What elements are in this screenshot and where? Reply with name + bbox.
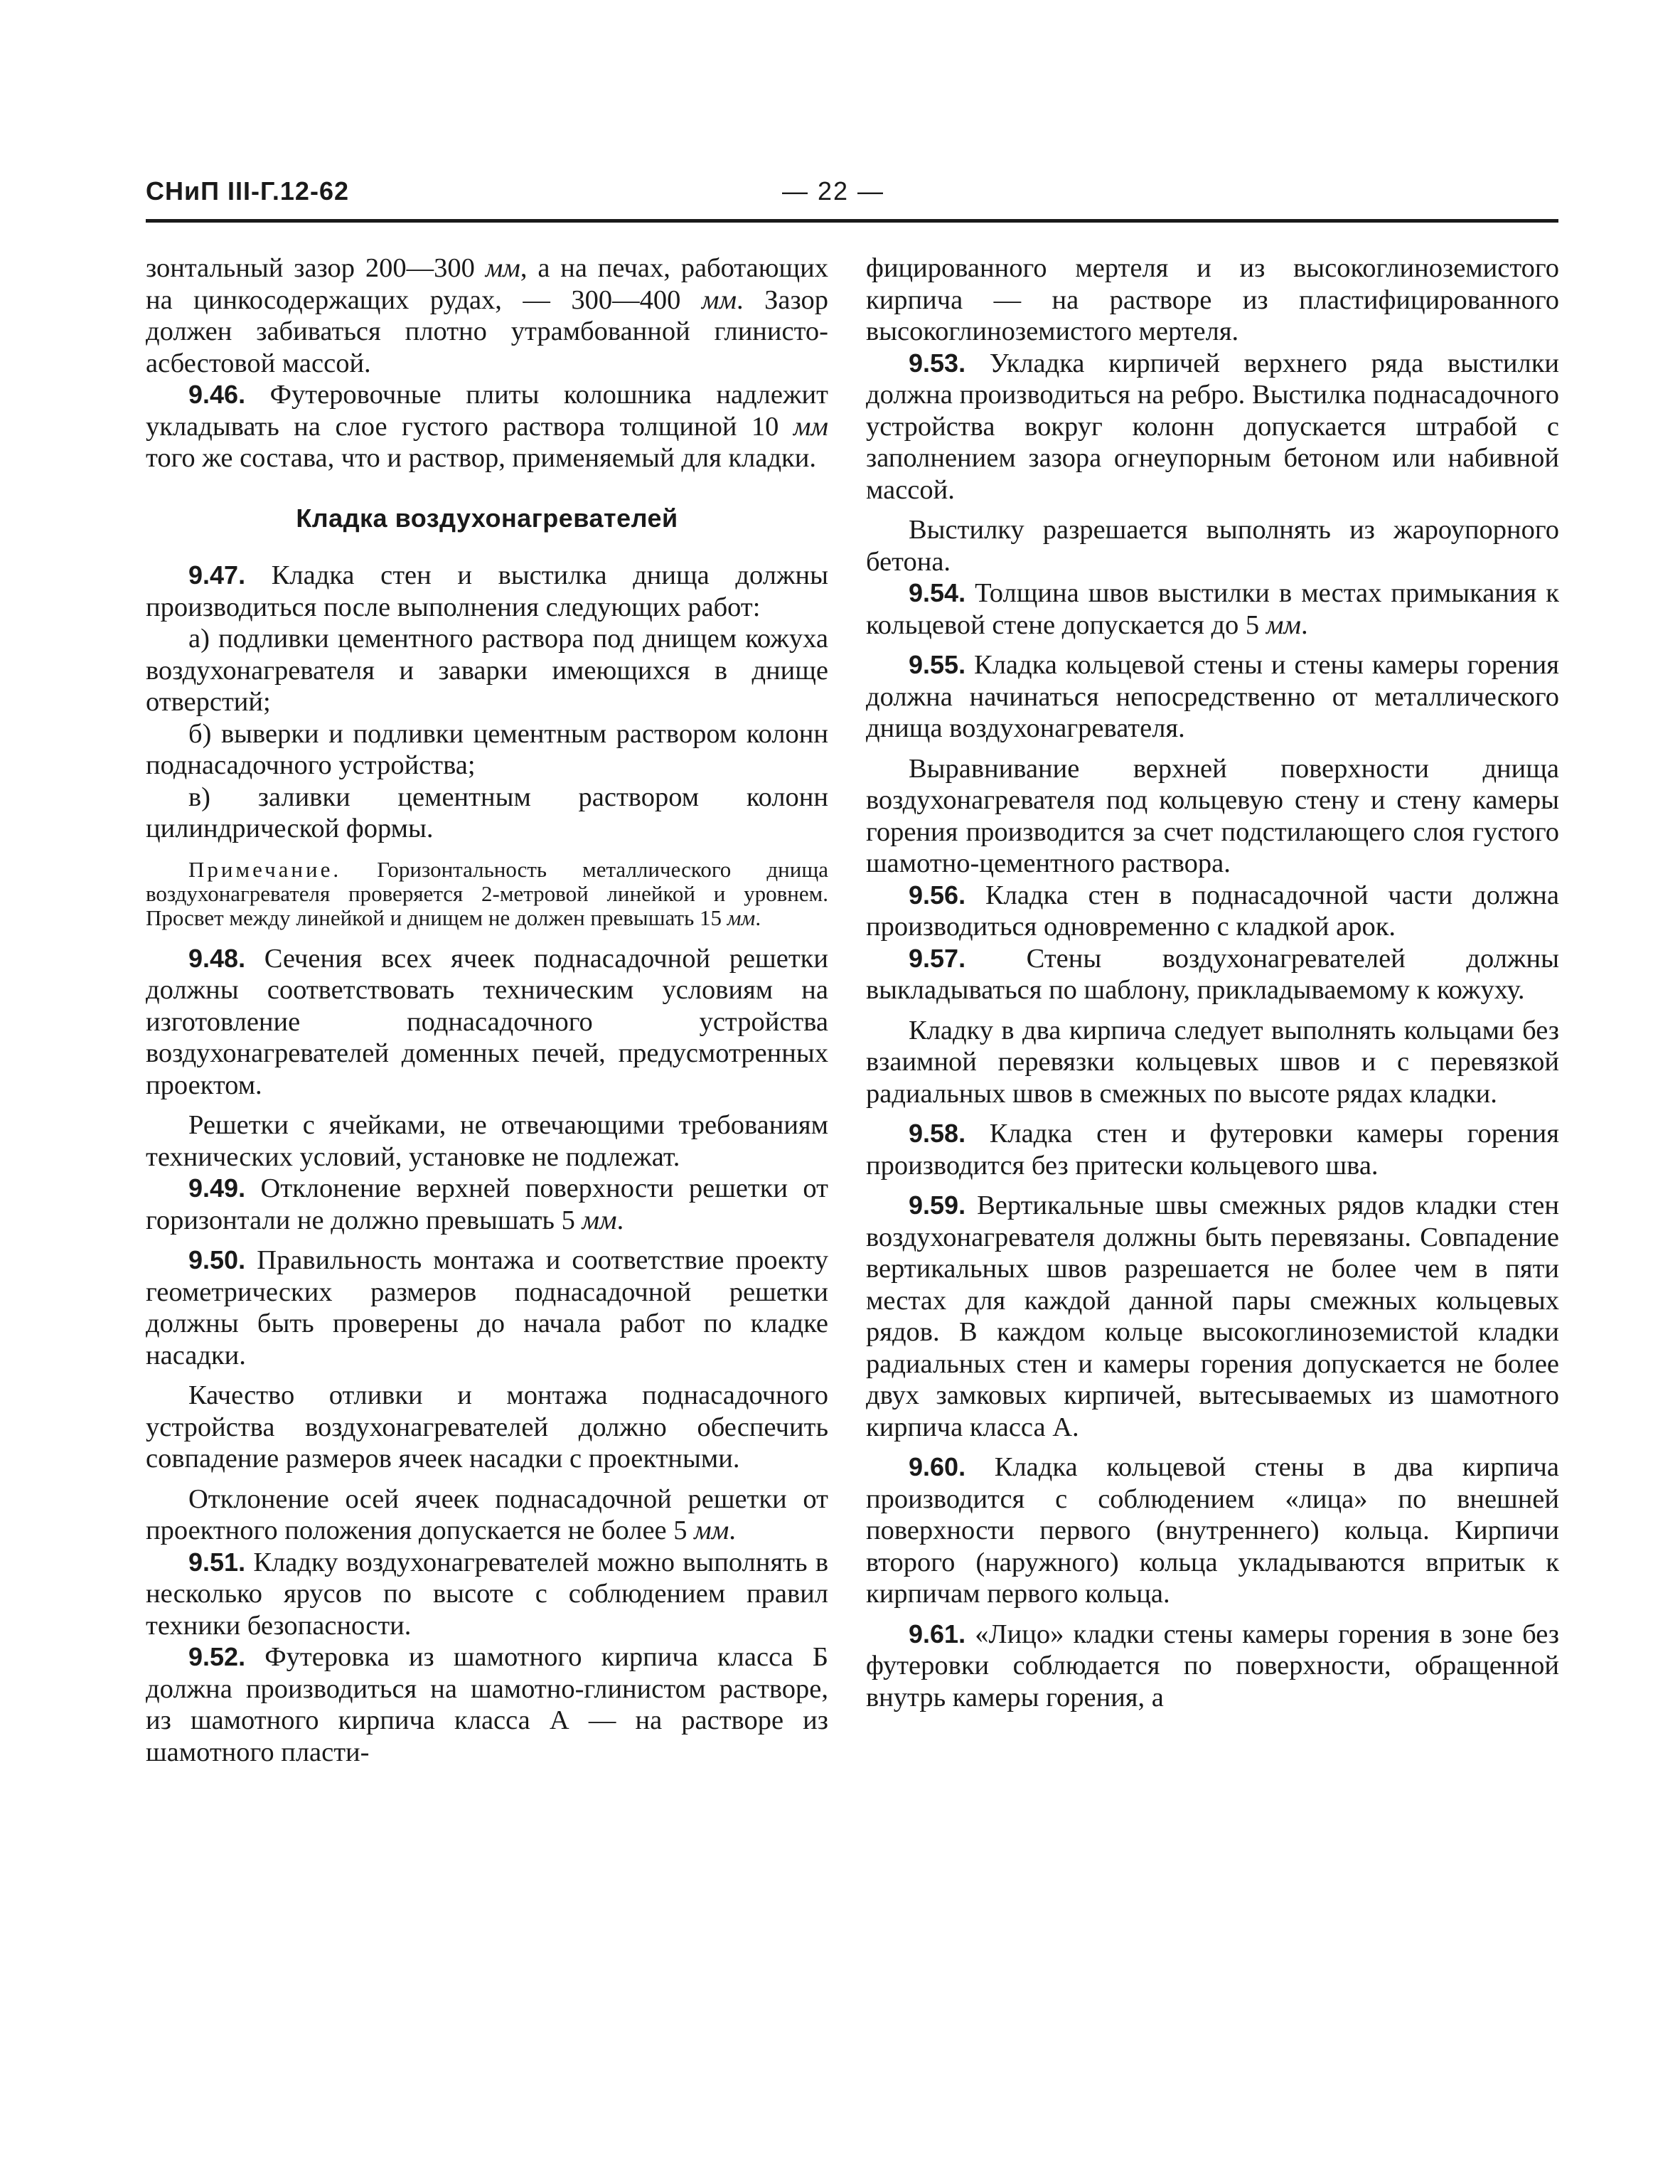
clause-number: 9.59. bbox=[909, 1190, 966, 1220]
paragraph-9-51: 9.51. Кладку воздухонагревателей можно выполнять в несколько ярусов по высоте с соблюдением правил техники безопасности. bbox=[146, 1547, 828, 1641]
clause-number: 9.55. bbox=[909, 650, 966, 679]
section-heading: Кладка воздухонагревателей bbox=[296, 503, 678, 533]
clause-number: 9.49. bbox=[188, 1173, 246, 1203]
clause-number: 9.48. bbox=[188, 943, 246, 973]
clause-number: 9.60. bbox=[909, 1452, 966, 1481]
paragraph-9-55-b: Выравнивание верхней поверхности днища воздухонагревателя под кольцевую стену и стену камеры горения производится за счет подстилающего слоя густого шамотно-цементного раствора. bbox=[866, 753, 1559, 878]
list-item-b: б) выверки и подливки цементным раствором колонн поднасадочного устройства; bbox=[146, 718, 828, 780]
clause-number: 9.51. bbox=[188, 1547, 246, 1577]
clause-number: 9.61. bbox=[909, 1619, 966, 1648]
clause-number: 9.57. bbox=[909, 943, 966, 973]
clause-number: 9.58. bbox=[909, 1119, 966, 1148]
paragraph-9-61: 9.61. «Лицо» кладки стены камеры горения в зоне без футеровки соблюдается по поверхности, обращенной внутрь камеры горения, а bbox=[866, 1619, 1559, 1712]
clause-number: 9.52. bbox=[188, 1642, 246, 1671]
paragraph-9-60: 9.60. Кладка кольцевой стены в два кирпича производится с соблюдением «лица» по внешней поверхности первого (внутреннего) кольца. Кирпичи второго (наружного) кольца укладываются впритык к кирпичам первого кольца. bbox=[866, 1452, 1559, 1609]
paragraph-9-54: 9.54. Толщина швов выстилки в местах примыкания к кольцевой стене допускается до 5 мм. bbox=[866, 578, 1559, 640]
note-label: Примечание. bbox=[188, 856, 342, 882]
paragraph-9-57: 9.57. Стены воздухонагревателей должны выкладываться по шаблону, прикладываемому к кожуху. bbox=[866, 943, 1559, 1005]
paragraph-9-57-b: Кладку в два кирпича следует выполнять кольцами без взаимной перевязки кольцевых швов и с перевязкой радиальных швов в смежных по высоте рядах кладки. bbox=[866, 1015, 1559, 1109]
paragraph-9-47: 9.47. Кладка стен и выстилка днища должны производиться после выполнения следующих работ: bbox=[146, 560, 828, 622]
clause-number: 9.50. bbox=[188, 1245, 246, 1274]
paragraph-9-59: 9.59. Вертикальные швы смежных рядов кладки стен воздухонагревателя должны быть перевязаны. Совпадение вертикальных швов разрешается не более чем в пяти местах для каждой данной пары смежных кольцевых рядов. В каждом кольце высокоглиноземистой кладки радиальных стен и камеры горения допускается не более двух замковых кирпичей, вытесываемых из шамотного кирпича класса А. bbox=[866, 1190, 1559, 1442]
left-column bbox=[146, 252, 828, 1768]
paragraph-9-50-c: Отклонение осей ячеек поднасадочной решетки от проектного положения допускается не более 5 мм. bbox=[146, 1483, 828, 1545]
paragraph-9-52: 9.52. Футеровка из шамотного кирпича класса Б должна производиться на шамотно-глинистом растворе, из шамотного кирпича класса А — на растворе из шамотного пласти- bbox=[146, 1642, 828, 1767]
paragraph-9-46: 9.46. Футеровочные плиты колошника надлежит укладывать на слое густого раствора толщиной 10 мм того же состава, что и раствор, применяемый для кладки. bbox=[146, 380, 828, 473]
clause-number: 9.56. bbox=[909, 880, 966, 910]
paragraph-continuation: фицированного мертеля и из высокоглиноземистого кирпича — на растворе из пластифицированного высокоглиноземистого мертеля. bbox=[866, 253, 1559, 346]
paragraph-continuation: зонтальный зазор 200—300 мм, а на печах, работающих на цинкосодержащих рудах, — 300—400 мм. Зазор должен забиваться плотно утрамбованной глинисто-асбестовой массой. bbox=[146, 253, 829, 378]
right-column bbox=[866, 252, 1559, 1713]
header-rule bbox=[146, 219, 1558, 223]
paragraph-9-48-b: Решетки с ячейками, не отвечающими требованиям технических условий, установке не подлежат. bbox=[146, 1110, 828, 1172]
clause-number: 9.47. bbox=[188, 560, 246, 590]
document-code: СНиП III-Г.12-62 bbox=[146, 176, 349, 206]
paragraph-9-53: 9.53. Укладка кирпичей верхнего ряда выстилки должна производиться на ребро. Выстилка поднасадочного устройства вокруг колонн допускается штрабой с заполнением зазора огнеупорным бетоном или набивной массой. bbox=[866, 348, 1559, 505]
paragraph-9-50: 9.50. Правильность монтажа и соответствие проекту геометрических размеров поднасадочной решетки должны быть проверены до начала работ по кладке насадки. bbox=[146, 1245, 828, 1370]
paragraph-9-48: 9.48. Сечения всех ячеек поднасадочной решетки должны соответствовать техническим условиям на изготовление поднасадочного устройства воздухонагревателей доменных печей, предусмотренных проектом. bbox=[146, 943, 828, 1100]
page-number: — 22 — bbox=[782, 176, 885, 206]
paragraph-9-55: 9.55. Кладка кольцевой стены и стены камеры горения должна начинаться непосредственно от металлического днища воздухонагревателя. bbox=[866, 650, 1559, 743]
paragraph-9-53-b: Выстилку разрешается выполнять из жароупорного бетона. bbox=[866, 515, 1559, 577]
paragraph-9-56: 9.56. Кладка стен в поднасадочной части должна производиться одновременно с кладкой арок. bbox=[866, 880, 1559, 942]
list-item-c: в) заливки цементным раствором колонн цилиндрической формы. bbox=[146, 782, 828, 843]
clause-number: 9.46. bbox=[188, 380, 246, 409]
paragraph-9-58: 9.58. Кладка стен и футеровки камеры горения производится без притески кольцевого шва. bbox=[866, 1119, 1559, 1181]
clause-number: 9.53. bbox=[909, 348, 966, 378]
page-header bbox=[146, 176, 1558, 219]
paragraph-9-49: 9.49. Отклонение верхней поверхности решетки от горизонтали не должно превышать 5 мм. bbox=[146, 1173, 828, 1235]
list-item-a: а) подливки цементного раствора под днищем кожуха воздухонагревателя и заварки имеющихся в днище отверстий; bbox=[146, 624, 828, 717]
note: Примечание. Горизонтальность металлического днища воздухонагревателя проверяется 2-метровой линейкой и уровнем. Просвет между линейкой и днищем не должен превышать 15 мм. bbox=[146, 856, 828, 930]
clause-number: 9.54. bbox=[909, 578, 966, 607]
paragraph-9-50-b: Качество отливки и монтажа поднасадочного устройства воздухонагревателей должно обеспечить совпадение размеров ячеек насадки с проектными. bbox=[146, 1380, 828, 1474]
